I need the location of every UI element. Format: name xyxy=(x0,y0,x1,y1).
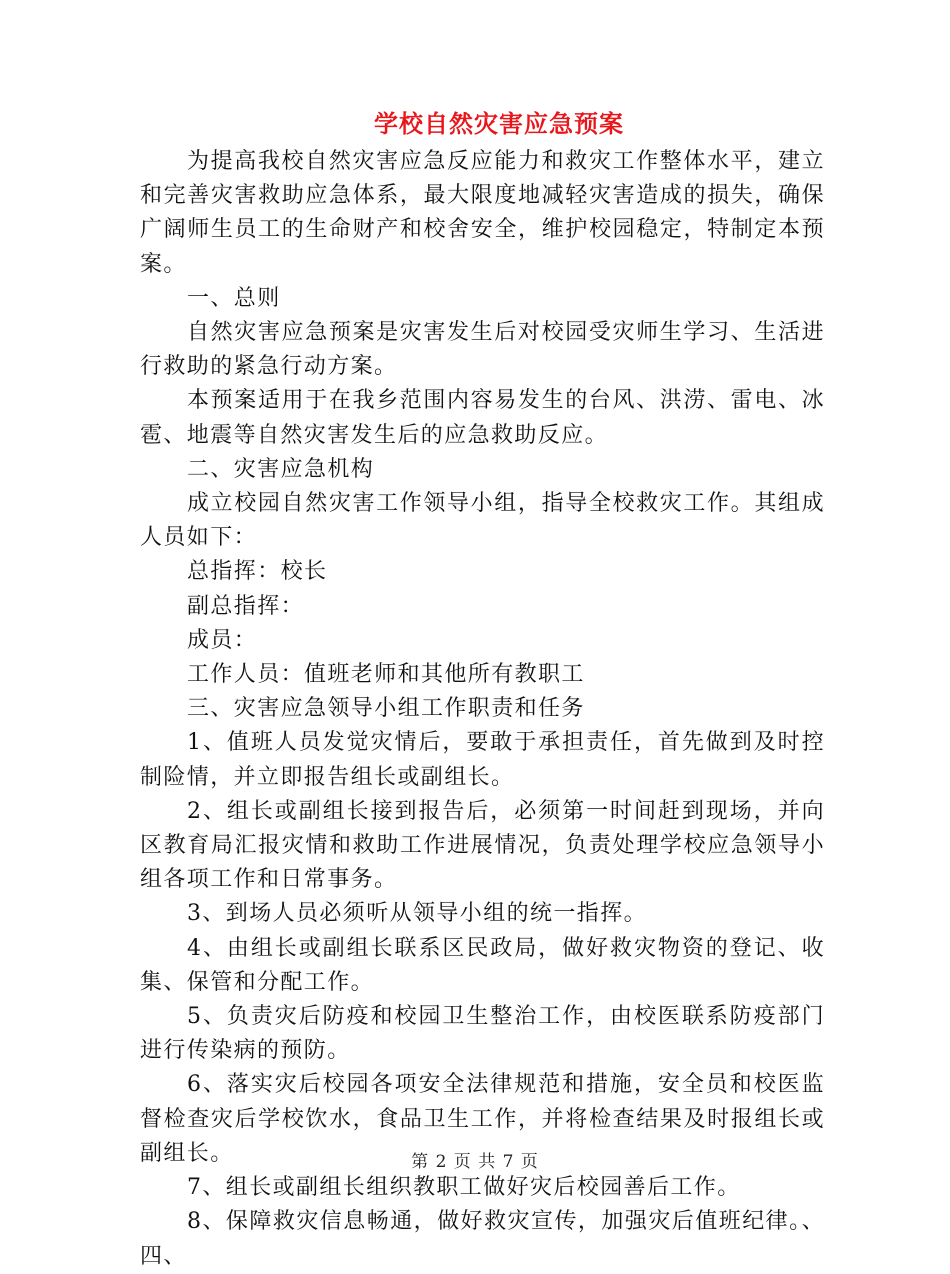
duty-item-4: 4、由组长或副组长联系区民政局，做好救灾物资的登记、收集、保管和分配工作。 xyxy=(140,935,825,995)
page-number: 第 2 页 共 7 页 xyxy=(411,1152,539,1172)
section-heading-general: 一、总则 xyxy=(187,285,281,311)
section-heading-organization: 二、灾害应急机构 xyxy=(187,456,375,482)
document-title: 学校自然灾害应急预案 xyxy=(374,109,624,138)
list-item-deputy-commander: 副总指挥： xyxy=(187,593,305,619)
duty-item-8: 8、保障救灾信息畅通，做好救灾宣传，加强灾后值班纪律。、四、 xyxy=(140,1209,825,1269)
duty-item-1: 1、值班人员发觉灾情后，要敢于承担责任，首先做到及时控制险情，并立即报告组长或副组长。 xyxy=(140,730,825,790)
paragraph-scope: 本预案适用于在我乡范围内容易发生的台风、洪涝、雷电、冰雹、地震等自然灾害发生后的应急救助反应。 xyxy=(140,388,825,448)
duty-item-5: 5、负责灾后防疫和校园卫生整治工作，由校医联系防疫部门进行传染病的预防。 xyxy=(140,1004,825,1064)
duty-item-3: 3、到场人员必须听从领导小组的统一指挥。 xyxy=(187,901,647,927)
section-heading-duties: 三、灾害应急领导小组工作职责和任务 xyxy=(187,696,585,722)
list-item-staff: 工作人员：值班老师和其他所有教职工 xyxy=(187,662,585,688)
paragraph-leadership-group: 成立校园自然灾害工作领导小组，指导全校救灾工作。其组成人员如下： xyxy=(140,491,825,551)
paragraph-intro: 为提高我校自然灾害应急反应能力和救灾工作整体水平，建立和完善灾害救助应急体系，最大限度地减轻灾害造成的损失，确保广阔师生员工的生命财产和校舍安全，维护校园稳定，特制定本预案。 xyxy=(140,149,825,277)
document-body xyxy=(140,145,825,1274)
list-item-members: 成员： xyxy=(187,627,258,653)
duty-item-2: 2、组长或副组长接到报告后，必须第一时间赶到现场，并向区教育局汇报灾情和救助工作进展情况，负责处理学校应急领导小组各项工作和日常事务。 xyxy=(140,798,825,893)
paragraph-definition: 自然灾害应急预案是灾害发生后对校园受灾师生学习、生活进行救助的紧急行动方案。 xyxy=(140,320,825,380)
duty-item-7: 7、组长或副组长组织教职工做好灾后校园善后工作。 xyxy=(187,1175,741,1201)
duty-item-6: 6、落实灾后校园各项安全法律规范和措施，安全员和校医监督检查灾后学校饮水，食品卫生工作，并将检查结果及时报组长或副组长。 xyxy=(140,1072,825,1166)
list-item-commander: 总指挥：校长 xyxy=(187,559,328,585)
